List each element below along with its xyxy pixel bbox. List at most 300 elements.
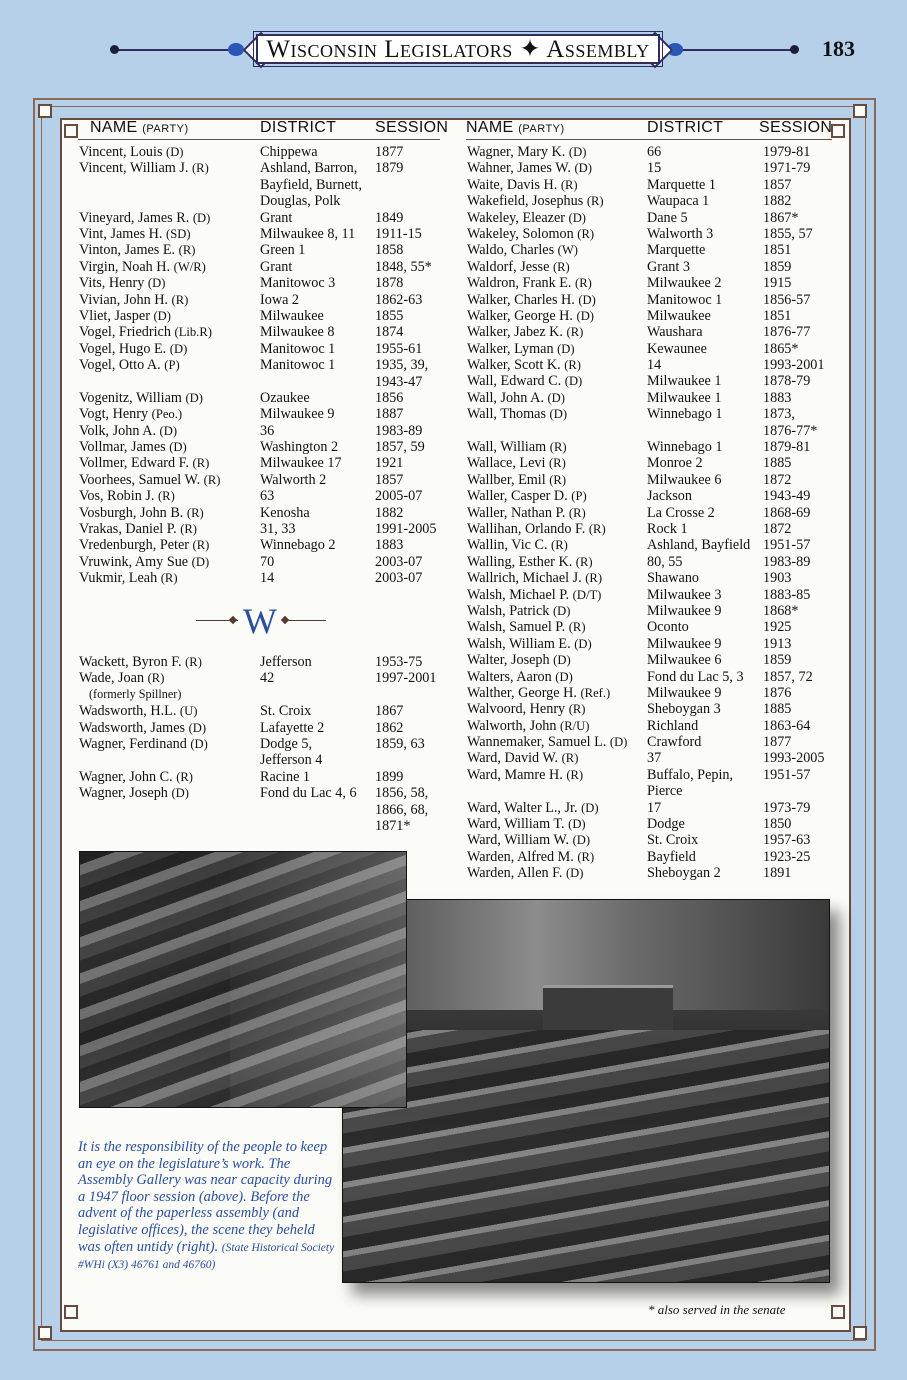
legislator-party: (R)	[575, 276, 592, 291]
legislator-district: Milwaukee 17	[260, 455, 342, 472]
legislator-party: (R)	[551, 538, 568, 553]
legislator-entry	[79, 160, 449, 209]
legislator-party: (D)	[576, 308, 594, 323]
legislator-entry	[79, 210, 449, 226]
legislator-name: Vineyard, James R. (D)	[79, 209, 211, 226]
photo-caption: It is the responsibility of the people to keep an eye on the legislature’s work. The Assembly Gallery was near capacity during a 1947 floor session (above). Before the advent of the paperless assembly (and legislative offices), the scene they beheld was often untidy (right). (State Historical Society #WHi (X3) 46761 and 46760)	[78, 1139, 335, 1272]
legislator-name: Wagner, Mary K. (D)	[467, 144, 587, 160]
col-header-name: NAME (PARTY)	[90, 119, 189, 136]
legislator-name: Warden, Allen F. (D)	[467, 865, 584, 882]
legislator-party: (D)	[555, 669, 573, 684]
col-header-session: SESSION	[759, 119, 833, 136]
legislator-district: Crawford	[647, 734, 702, 751]
legislator-party: (R)	[560, 177, 578, 192]
legislator-party: (Ref.)	[580, 685, 611, 700]
legislator-name: Wallrich, Michael J. (R)	[467, 570, 603, 587]
legislator-entry	[79, 242, 449, 258]
legislator-party: (D)	[574, 636, 592, 651]
header-rule-left	[114, 49, 244, 51]
legislator-party: (D)	[159, 423, 178, 438]
legislator-district: Green 1	[260, 242, 306, 259]
legislator-district: Shawano	[647, 570, 700, 587]
legislator-entry	[467, 455, 837, 471]
legislator-session: 1868-69	[763, 504, 811, 521]
legislator-session: 1878-79	[763, 373, 811, 390]
legislator-district: Manitowoc 3	[260, 275, 336, 292]
legislator-session: 1862-63	[375, 291, 423, 308]
legislator-party: (D)	[568, 210, 586, 225]
legislator-party: (D)	[191, 554, 210, 569]
legislator-entry	[79, 785, 449, 834]
legislator-entry	[79, 324, 449, 340]
legislator-entry	[467, 832, 837, 848]
legislator-name: Waldorf, Jesse (R)	[467, 258, 570, 275]
legislator-session: 1882	[763, 193, 792, 210]
legislator-session: 1883-85	[763, 586, 811, 603]
photo-railing	[230, 852, 406, 1107]
legislator-name: Wall, Edward C. (D)	[467, 373, 583, 390]
legislator-name: Ward, William T. (D)	[467, 816, 586, 833]
legislator-list-right	[467, 144, 837, 882]
legislator-district: Kenosha	[260, 504, 310, 521]
legislator-session: 2005-07	[375, 488, 423, 505]
legislator-entry	[467, 734, 837, 750]
legislator-party: (R)	[186, 505, 204, 520]
frame-corner	[38, 104, 52, 118]
legislator-party: (R)	[549, 472, 567, 487]
legislator-party: (D)	[153, 308, 171, 323]
legislator-entry	[79, 769, 449, 785]
header-rule-end-dot	[790, 45, 799, 54]
legislator-entry	[467, 505, 837, 521]
legislator-district: 37	[647, 750, 662, 767]
legislator-district: Ozaukee	[260, 389, 310, 406]
legislator-district: Dane 5	[647, 209, 688, 226]
legislator-session: 2003-07	[375, 553, 423, 570]
legislator-name: Waller, Casper D. (P)	[467, 488, 587, 505]
legislator-session: 1951-57	[763, 766, 811, 783]
legislator-name: Walker, George H. (D)	[467, 307, 594, 324]
legislator-party: (R)	[548, 456, 566, 471]
legislator-district: 15	[647, 160, 662, 177]
legislator-session: 1925	[763, 619, 792, 636]
legislator-name: Waite, Davis H. (R)	[467, 176, 578, 193]
legislator-district: Milwaukee 9	[647, 684, 722, 701]
legislator-district: 36	[260, 422, 275, 439]
legislator-entry	[467, 685, 837, 701]
legislator-entry	[467, 439, 837, 455]
legislator-entry	[79, 439, 449, 455]
legislator-party: (R)	[171, 292, 189, 307]
legislator-session: 1863-64	[763, 717, 811, 734]
legislator-district: 14	[647, 357, 662, 374]
legislator-name: Vukmir, Leah (R)	[79, 570, 178, 587]
legislator-party: (D)	[169, 440, 187, 455]
footnote: * also served in the senate	[648, 1302, 786, 1317]
legislator-district: Winnebago 2	[260, 537, 336, 554]
legislator-name: Walworth, John (R/U)	[467, 717, 590, 734]
legislator-entry	[467, 144, 837, 160]
legislator-entry	[467, 341, 837, 357]
legislator-session: 1955-61	[375, 340, 423, 357]
legislator-name: Vollmar, James (D)	[79, 439, 187, 456]
legislator-entry	[79, 654, 449, 670]
legislator-entry	[467, 324, 837, 340]
legislator-session: 1903	[763, 570, 792, 587]
legislator-entry	[467, 636, 837, 652]
legislator-district: Sheboygan 3	[647, 701, 721, 718]
page-number: 183	[822, 36, 855, 61]
legislator-entry	[467, 373, 837, 389]
legislator-party: (R)	[561, 751, 579, 766]
legislator-session: 1851	[763, 307, 792, 324]
legislator-name: Vinton, James E. (R)	[79, 242, 196, 259]
legislator-session: 1885	[763, 701, 792, 718]
legislator-district: Grant	[260, 258, 293, 275]
legislator-name: Wakefield, Josephus (R)	[467, 193, 604, 210]
legislator-name: Wagner, Joseph (D)	[79, 785, 189, 802]
legislator-district: Fond du Lac 5, 3	[647, 668, 744, 685]
legislator-session: 1878	[375, 275, 404, 292]
legislator-session: 1915	[763, 275, 792, 292]
legislator-session: 1849	[375, 209, 404, 226]
legislator-name: Vincent, William J. (R)	[79, 160, 209, 177]
legislator-party: (R)	[192, 538, 210, 553]
photo-rostrum	[543, 985, 673, 1033]
legislator-name: Walling, Esther K. (R)	[467, 553, 593, 570]
legislator-name: Vogenitz, William (D)	[79, 389, 203, 406]
legislator-entry	[467, 275, 837, 291]
legislator-party: (R)	[552, 259, 570, 274]
legislator-entry	[467, 488, 837, 504]
legislator-name: Wackett, Byron F. (R)	[79, 654, 202, 670]
legislator-entry	[79, 308, 449, 324]
legislator-session: 1883	[375, 537, 404, 554]
legislator-session: 1911-15	[375, 225, 422, 242]
legislator-session: 1993-2001	[763, 357, 825, 374]
legislator-district: Milwaukee 9	[647, 635, 722, 652]
legislator-party: (D)	[557, 341, 575, 356]
legislator-session: 1882	[375, 504, 404, 521]
legislator-party: (D)	[574, 161, 592, 176]
section-ornament-rule	[284, 620, 326, 621]
legislator-name: Wade, Joan (R)	[79, 670, 165, 687]
photo-desks	[343, 1030, 829, 1282]
legislator-list-v	[79, 144, 449, 587]
legislator-note: (formerly Spillner)	[89, 687, 182, 702]
legislator-session: 1877	[763, 734, 792, 751]
legislator-name: Waller, Nathan P. (R)	[467, 504, 586, 521]
legislator-session: 1857, 72	[763, 668, 813, 685]
legislator-entry	[79, 357, 449, 390]
legislator-name: Ward, William W. (D)	[467, 832, 591, 849]
legislator-district: Dodge	[647, 816, 685, 833]
legislator-entry	[467, 652, 837, 668]
legislator-session: 1887	[375, 406, 404, 423]
legislator-district: La Crosse 2	[647, 504, 715, 521]
legislator-session: 1979-81	[763, 144, 811, 160]
legislator-name: Vivian, John H. (R)	[79, 291, 189, 308]
legislator-district: Bayfield	[647, 848, 696, 865]
legislator-party: (R)	[180, 522, 197, 537]
legislator-session: 1971-79	[763, 160, 811, 177]
legislator-district: Grant 3	[647, 258, 690, 275]
legislator-entry	[79, 259, 449, 275]
legislator-session: 1856, 58, 1866, 68, 1871*	[375, 785, 429, 834]
legislator-name: Wahner, James W. (D)	[467, 160, 592, 177]
legislator-entry	[467, 160, 837, 176]
legislator-name: Ward, Mamre H. (R)	[467, 766, 584, 783]
legislator-name: Wakeley, Solomon (R)	[467, 225, 595, 242]
legislator-district: Grant	[260, 209, 293, 226]
legislator-entry	[79, 144, 449, 160]
frame-corner	[853, 1326, 867, 1340]
header-rule-end-dot	[110, 45, 119, 54]
legislator-name: Wannemaker, Samuel L. (D)	[467, 734, 628, 751]
legislator-entry	[79, 505, 449, 521]
legislator-entry	[467, 308, 837, 324]
legislator-name: Walker, Jabez K. (R)	[467, 324, 584, 341]
legislator-entry	[467, 242, 837, 258]
legislator-party: (D)	[169, 341, 188, 356]
legislator-name: Vogel, Otto A. (P)	[79, 357, 180, 374]
legislator-entry	[467, 292, 837, 308]
legislator-name: Wall, William (R)	[467, 439, 567, 456]
legislator-party: (R)	[160, 571, 178, 586]
legislator-entry	[467, 210, 837, 226]
legislator-session: 1872	[763, 521, 792, 537]
col-header-district: DISTRICT	[647, 119, 724, 136]
legislator-session: 1883	[763, 389, 792, 406]
legislator-entry	[467, 226, 837, 242]
legislator-party: (R)	[568, 702, 586, 717]
legislator-entry	[79, 455, 449, 471]
legislator-session: 1891	[763, 865, 792, 882]
legislator-session: 1850	[763, 816, 792, 833]
legislator-name: Walsh, Michael P. (D/T)	[467, 586, 602, 603]
legislator-district: Milwaukee 6	[647, 471, 722, 488]
legislator-session: 1859	[763, 258, 792, 275]
legislator-district: Manitowoc 1	[260, 340, 336, 357]
legislator-party: (R)	[568, 620, 586, 635]
legislator-session: 1857	[375, 471, 404, 488]
legislator-name: Wallihan, Orlando F. (R)	[467, 521, 606, 537]
legislator-district: 80, 55	[647, 553, 683, 570]
legislator-name: Waldron, Frank E. (R)	[467, 275, 592, 292]
legislator-session: 1913	[763, 635, 792, 652]
legislator-party: (Peo.)	[151, 407, 183, 422]
legislator-party: (R)	[564, 358, 581, 373]
legislator-district: Winnebago 1	[647, 406, 723, 423]
legislator-district: 31, 33	[260, 521, 296, 538]
legislator-entry	[467, 750, 837, 766]
legislator-district: Jefferson	[260, 654, 312, 670]
legislator-session: 1991-2005	[375, 521, 437, 538]
legislator-party: (D)	[190, 736, 208, 751]
legislator-district: Milwaukee 1	[647, 389, 722, 406]
legislator-name: Vredenburgh, Peter (R)	[79, 537, 210, 554]
legislator-session: 1957-63	[763, 832, 811, 849]
legislator-party: (R)	[178, 243, 196, 258]
legislator-session: 1923-25	[763, 848, 811, 865]
legislator-session: 1855	[375, 307, 404, 324]
col-header-name: NAME (PARTY)	[466, 119, 565, 136]
legislator-entry	[467, 849, 837, 865]
legislator-session: 1868*	[763, 602, 799, 619]
legislator-party: (D)	[609, 735, 628, 750]
legislator-session: 1859, 63	[375, 735, 425, 752]
legislator-party: (D)	[568, 817, 586, 832]
legislator-district: 63	[260, 488, 275, 505]
legislator-party: (SD)	[166, 226, 191, 241]
legislator-session: 1856	[375, 389, 404, 406]
legislator-session: 1874	[375, 324, 404, 341]
legislator-entry	[79, 670, 449, 703]
header-divider	[466, 139, 832, 140]
legislator-district: Manitowoc 1	[260, 357, 336, 374]
col-header-session: SESSION	[375, 119, 449, 136]
assembly-floor-photo	[342, 899, 830, 1283]
legislator-entry	[79, 390, 449, 406]
legislator-party: (D)	[192, 210, 211, 225]
frame-corner	[38, 1326, 52, 1340]
legislator-entry	[79, 488, 449, 504]
legislator-party: (P)	[571, 489, 587, 504]
legislator-party: (R)	[192, 456, 210, 471]
legislator-party: (W)	[557, 243, 578, 258]
legislator-name: Wallber, Emil (R)	[467, 471, 567, 488]
legislator-party: (D)	[171, 786, 189, 801]
legislator-party: (D/T)	[572, 587, 602, 602]
legislator-party: (R)	[566, 767, 584, 782]
legislator-session: 1879-81	[763, 439, 811, 456]
legislator-entry	[79, 275, 449, 291]
legislator-party: (D)	[188, 720, 207, 735]
legislator-name: Ward, David W. (R)	[467, 750, 579, 767]
legislator-entry	[467, 193, 837, 209]
legislator-session: 1855, 57	[763, 225, 813, 242]
legislator-district: 66	[647, 144, 662, 160]
legislator-session: 1865*	[763, 340, 799, 357]
legislator-entry	[467, 390, 837, 406]
legislator-session: 1851	[763, 242, 792, 259]
legislator-district: Buffalo, Pepin, Pierce	[647, 766, 734, 800]
legislator-party: (P)	[164, 358, 180, 373]
legislator-district: Washington 2	[260, 439, 339, 456]
legislator-party: (W/R)	[173, 259, 206, 274]
legislator-party: (D)	[565, 866, 584, 881]
legislator-name: Volk, John A. (D)	[79, 422, 178, 439]
legislator-district: Fond du Lac 4, 6	[260, 785, 357, 802]
photo-credit: (State Historical Society #WHi (X3) 46761 and 46760)	[78, 1241, 335, 1272]
legislator-party: (R)	[147, 671, 165, 686]
legislator-entry	[79, 736, 449, 769]
legislator-session: 1857	[763, 176, 792, 193]
frame-corner	[64, 1305, 78, 1319]
legislator-name: Wall, Thomas (D)	[467, 406, 568, 423]
legislator-name: Vos, Robin J. (R)	[79, 488, 175, 505]
legislator-name: Wakeley, Eleazer (D)	[467, 209, 586, 226]
legislator-party: (D)	[547, 390, 565, 405]
legislator-name: Walker, Scott K. (R)	[467, 357, 581, 374]
legislator-district: Richland	[647, 717, 699, 734]
legislator-name: Walvoord, Henry (R)	[467, 701, 586, 718]
legislator-party: (R)	[566, 325, 584, 340]
legislator-district: Winnebago 1	[647, 439, 723, 456]
legislator-entry	[79, 570, 449, 586]
legislator-district: 14	[260, 570, 275, 587]
legislator-party: (D)	[166, 145, 184, 159]
legislator-name: Vliet, Jasper (D)	[79, 307, 171, 324]
legislator-entry	[467, 259, 837, 275]
legislator-party: (D)	[578, 292, 596, 307]
legislator-entry	[467, 521, 837, 537]
legislator-session: 1872	[763, 471, 792, 488]
header-rule-right	[672, 49, 796, 51]
legislator-session: 1953-75	[375, 654, 423, 670]
legislator-session: 1857, 59	[375, 439, 425, 456]
legislator-session: 1973-79	[763, 799, 811, 816]
legislator-party: (R)	[585, 571, 603, 586]
legislator-name: Walsh, Patrick (D)	[467, 602, 571, 619]
legislator-party: (R)	[577, 226, 595, 241]
legislator-party: (D)	[564, 374, 583, 389]
legislator-name: Ward, Walter L., Jr. (D)	[467, 799, 599, 816]
legislator-party: (R)	[577, 849, 595, 864]
legislator-session: 1862	[375, 719, 404, 736]
legislator-party: (D)	[553, 653, 571, 668]
legislator-session: 1848, 55*	[375, 258, 432, 275]
legislator-entry	[467, 603, 837, 619]
legislator-session: 1983-89	[763, 553, 811, 570]
legislator-entry	[79, 537, 449, 553]
legislator-party: (R)	[191, 161, 209, 176]
legislator-district: Chippewa	[260, 144, 318, 160]
legislator-district: Milwaukee 8	[260, 324, 335, 341]
legislator-name: Wallin, Vic C. (R)	[467, 537, 568, 554]
legislator-district: Milwaukee 6	[647, 652, 722, 669]
legislator-district: Milwaukee 1	[647, 373, 722, 390]
legislator-entry	[79, 703, 449, 719]
legislator-entry	[467, 865, 837, 881]
legislator-entry	[467, 669, 837, 685]
legislator-name: Wall, John A. (D)	[467, 389, 565, 406]
legislator-session: 1859	[763, 652, 792, 669]
legislator-entry	[79, 472, 449, 488]
legislator-session: 1877	[375, 144, 404, 160]
legislator-district: Milwaukee 3	[647, 586, 722, 603]
legislator-session: 1867*	[763, 209, 799, 226]
legislator-name: Walsh, Samuel P. (R)	[467, 619, 586, 636]
legislator-session: 1951-57	[763, 537, 811, 554]
legislator-party: (R)	[568, 505, 586, 520]
legislator-entry	[79, 554, 449, 570]
legislator-name: Vrakas, Daniel P. (R)	[79, 521, 197, 538]
legislator-district: Milwaukee 9	[260, 406, 335, 423]
frame-corner	[831, 1305, 845, 1319]
legislator-session: 2003-07	[375, 570, 423, 587]
legislator-party: (R)	[203, 472, 221, 487]
col-header-district: DISTRICT	[260, 119, 337, 136]
legislator-district: 17	[647, 799, 662, 816]
legislator-entry	[467, 718, 837, 734]
legislator-district: Milwaukee 2	[647, 275, 722, 292]
legislator-party: (D)	[549, 407, 568, 422]
legislator-district: Walworth 2	[260, 471, 327, 488]
legislator-name: Waldo, Charles (W)	[467, 242, 578, 259]
legislator-district: Milwaukee	[260, 307, 324, 324]
legislator-entry	[467, 537, 837, 553]
